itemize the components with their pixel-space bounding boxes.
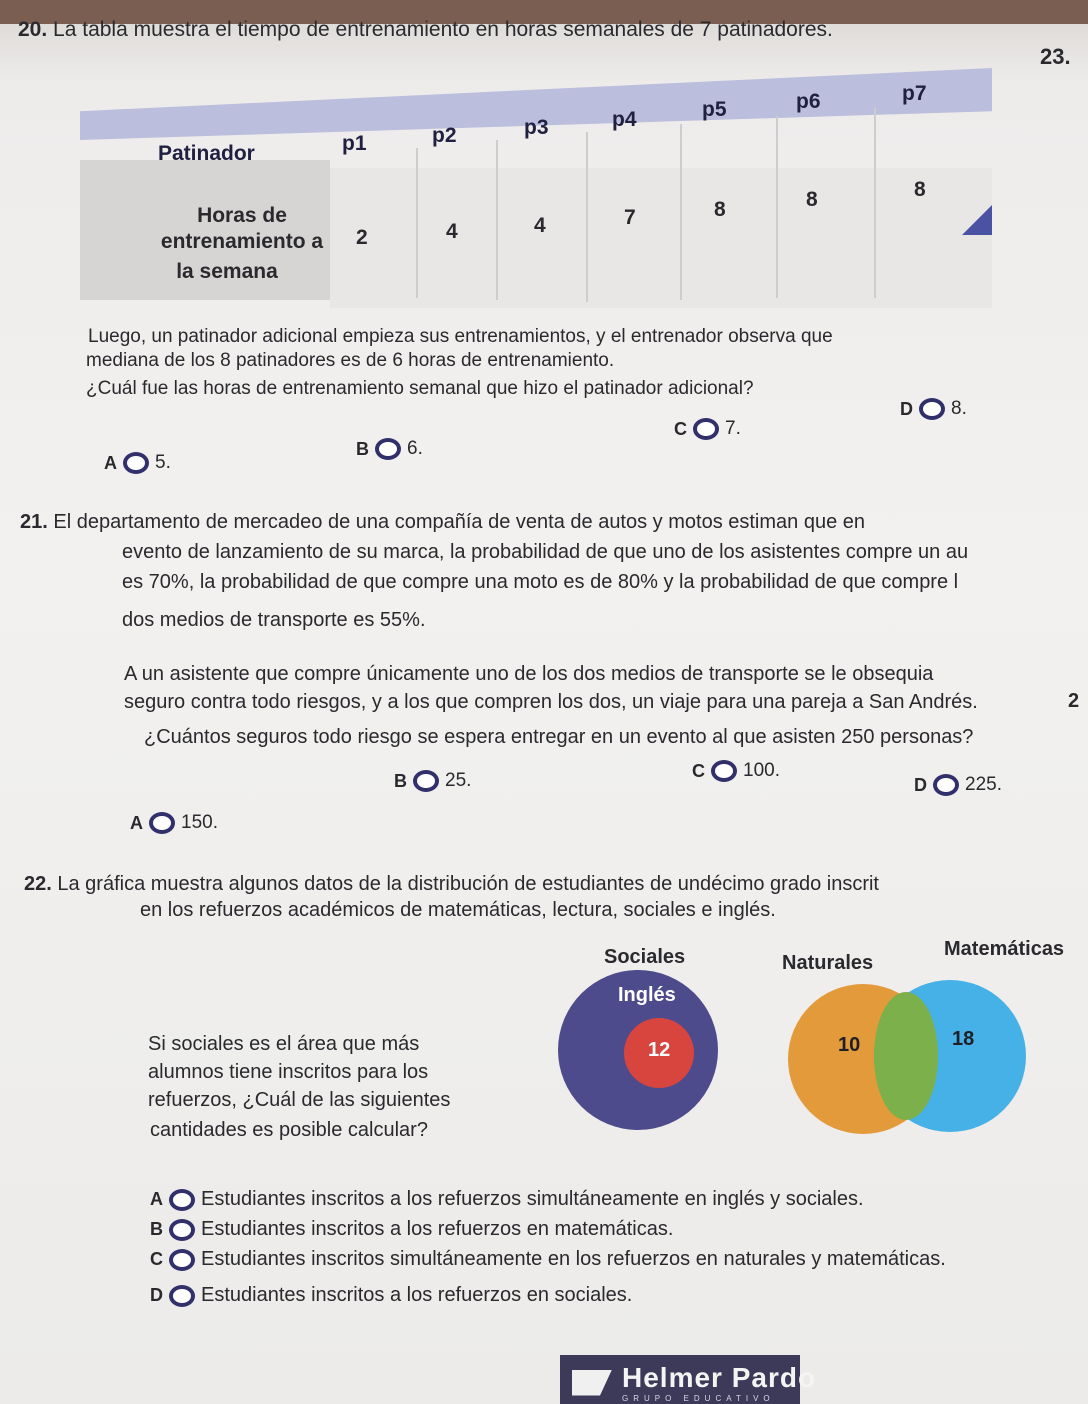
- overlap-naturales-matematicas: [874, 992, 938, 1120]
- option-letter: A: [150, 1189, 163, 1209]
- q21-text-line: dos medios de transporte es 55%.: [122, 609, 426, 631]
- q21-text-line: seguro contra todo riesgos, y a los que compren los dos, un viaje para una pareja a San Andrés.: [124, 691, 978, 713]
- option-text: 7.: [725, 418, 741, 439]
- table-values-row: [330, 168, 992, 308]
- option-letter: C: [150, 1249, 163, 1269]
- answer-bubble[interactable]: [693, 418, 719, 440]
- value-p1: 2: [356, 226, 368, 249]
- q22-side-line: Si sociales es el área que más: [148, 1033, 420, 1055]
- q21-line1-wrap: [20, 510, 865, 534]
- table-header-label: Patinador: [158, 142, 255, 165]
- q21-number: 21.: [20, 511, 48, 533]
- answer-bubble[interactable]: [413, 770, 439, 792]
- q21-text-line: evento de lanzamiento de su marca, la probabilidad de que uno de los asistentes compre un au: [122, 541, 969, 563]
- col-p4: p4: [612, 108, 637, 131]
- answer-bubble[interactable]: [149, 812, 175, 834]
- q20-option-c[interactable]: [674, 418, 741, 440]
- side-number: 2: [1068, 690, 1080, 712]
- option-text: 150.: [181, 812, 218, 833]
- row-label-line: la semana: [176, 260, 278, 283]
- corner-triangle-decoration: [962, 205, 992, 235]
- option-letter: A: [130, 812, 143, 833]
- q22-side-line: refuerzos, ¿Cuál de las siguientes: [148, 1089, 451, 1111]
- q21-option-b[interactable]: [394, 770, 471, 792]
- col-p6: p6: [796, 90, 821, 113]
- option-text: Estudiantes inscritos simultáneamente en los refuerzos en naturales y matemáticas.: [201, 1248, 946, 1270]
- q21-text-line: El departamento de mercadeo de una compañía de venta de autos y motos estiman que en: [53, 511, 866, 533]
- option-text: 225.: [965, 774, 1002, 795]
- table-divider: [586, 132, 588, 302]
- option-text: 6.: [407, 438, 423, 459]
- option-letter: B: [356, 438, 369, 459]
- q21-text-line: A un asistente que compre únicamente uno de los dos medios de transporte se le obsequia: [124, 663, 934, 685]
- q23-number: 23.: [1040, 44, 1071, 69]
- option-text: 25.: [445, 770, 472, 791]
- label-sociales: Sociales: [604, 946, 686, 968]
- q21-option-d[interactable]: [914, 774, 1002, 796]
- label-ingles: Inglés: [618, 984, 676, 1006]
- table-divider: [680, 124, 682, 300]
- option-text: Estudiantes inscritos a los refuerzos en matemáticas.: [201, 1218, 674, 1240]
- label-naturales: Naturales: [782, 952, 874, 974]
- brand-subtitle: GRUPO EDUCATIVO: [622, 1394, 775, 1403]
- q21-text-line: es 70%, la probabilidad de que compre una moto es de 80% y la probabilidad de que compre l: [122, 571, 959, 593]
- training-table: [80, 68, 992, 308]
- option-letter: B: [150, 1219, 163, 1239]
- table-row-label: [172, 202, 312, 230]
- col-p1: p1: [342, 132, 367, 155]
- answer-bubble[interactable]: [169, 1249, 195, 1271]
- q21-question: ¿Cuántos seguros todo riesgo se espera entregar en un evento al que asisten 250 personas?: [144, 726, 974, 748]
- answer-bubble[interactable]: [933, 774, 959, 796]
- option-letter: A: [104, 452, 117, 473]
- answer-bubble[interactable]: [711, 760, 737, 782]
- option-letter: D: [150, 1285, 163, 1305]
- q22-side-line: cantidades es posible calcular?: [150, 1119, 428, 1141]
- table-divider: [776, 116, 778, 298]
- option-letter: C: [692, 760, 705, 781]
- q20-option-d[interactable]: [900, 398, 967, 420]
- answer-bubble[interactable]: [169, 1189, 195, 1211]
- answer-bubble[interactable]: [919, 398, 945, 420]
- option-text: 100.: [743, 760, 780, 781]
- brand-name: Helmer Pardo: [622, 1362, 817, 1393]
- q20-option-a[interactable]: [104, 452, 171, 474]
- col-p5: p5: [702, 98, 727, 121]
- option-letter: C: [674, 418, 687, 439]
- col-p3: p3: [524, 116, 549, 139]
- table-divider: [496, 140, 498, 300]
- q20-statement-wrap: [18, 18, 833, 42]
- venn-diagram: [540, 900, 1065, 1145]
- col-p7: p7: [902, 82, 927, 105]
- q20-text-line1: Luego, un patinador adicional empieza sus entrenamientos, y el entrenador observa que: [88, 326, 833, 347]
- option-letter: D: [900, 398, 913, 419]
- q22-statement-line: en los refuerzos académicos de matemáticas, lectura, sociales e inglés.: [140, 899, 776, 921]
- value-matematicas: 18: [952, 1028, 975, 1050]
- value-p7: 8: [914, 178, 926, 201]
- q20-option-b[interactable]: [356, 438, 423, 460]
- q22-line1-wrap: [24, 872, 879, 896]
- q21-option-a[interactable]: [130, 812, 218, 834]
- col-p2: p2: [432, 124, 457, 147]
- value-ingles: 12: [648, 1039, 671, 1061]
- table-divider: [416, 148, 418, 298]
- row-label-line: Horas de: [197, 204, 287, 227]
- value-naturales: 10: [838, 1034, 861, 1056]
- q22-statement-line: La gráfica muestra algunos datos de la distribución de estudiantes de undécimo grado inscrit: [57, 873, 879, 895]
- q22-side-line: alumnos tiene inscritos para los: [148, 1061, 429, 1083]
- q22-option-b[interactable]: [150, 1218, 673, 1241]
- answer-bubble[interactable]: [169, 1285, 195, 1307]
- option-text: 5.: [155, 452, 171, 473]
- q22-option-a[interactable]: [150, 1188, 864, 1211]
- value-p3: 4: [534, 214, 546, 237]
- q20-text-line2: mediana de los 8 patinadores es de 6 horas de entrenamiento.: [86, 350, 615, 371]
- q22-option-c[interactable]: [150, 1248, 946, 1271]
- footer-logo: [572, 1362, 816, 1403]
- value-p2: 4: [446, 220, 458, 243]
- value-p4: 7: [624, 206, 636, 229]
- q21-option-c[interactable]: [692, 760, 780, 782]
- answer-bubble[interactable]: [123, 452, 149, 474]
- option-letter: B: [394, 770, 407, 791]
- q22-option-d[interactable]: [150, 1284, 632, 1307]
- answer-bubble[interactable]: [169, 1219, 195, 1241]
- brand-logo-icon: [572, 1370, 612, 1396]
- table-divider: [874, 108, 876, 298]
- label-matematicas: Matemáticas: [944, 938, 1065, 960]
- q22-number: 22.: [24, 873, 52, 895]
- option-text: Estudiantes inscritos a los refuerzos en sociales.: [201, 1284, 633, 1306]
- value-p6: 8: [806, 188, 818, 211]
- q20-number: 20.: [18, 18, 48, 41]
- option-text: Estudiantes inscritos a los refuerzos simultáneamente en inglés y sociales.: [201, 1188, 864, 1210]
- option-text: 8.: [951, 398, 967, 419]
- q20-statement: La tabla muestra el tiempo de entrenamiento en horas semanales de 7 patinadores.: [53, 18, 833, 41]
- row-label-line: entrenamiento a: [160, 230, 324, 253]
- option-letter: D: [914, 774, 927, 795]
- q20-question: ¿Cuál fue las horas de entrenamiento semanal que hizo el patinador adicional?: [86, 378, 754, 399]
- answer-bubble[interactable]: [375, 438, 401, 460]
- value-p5: 8: [714, 198, 726, 221]
